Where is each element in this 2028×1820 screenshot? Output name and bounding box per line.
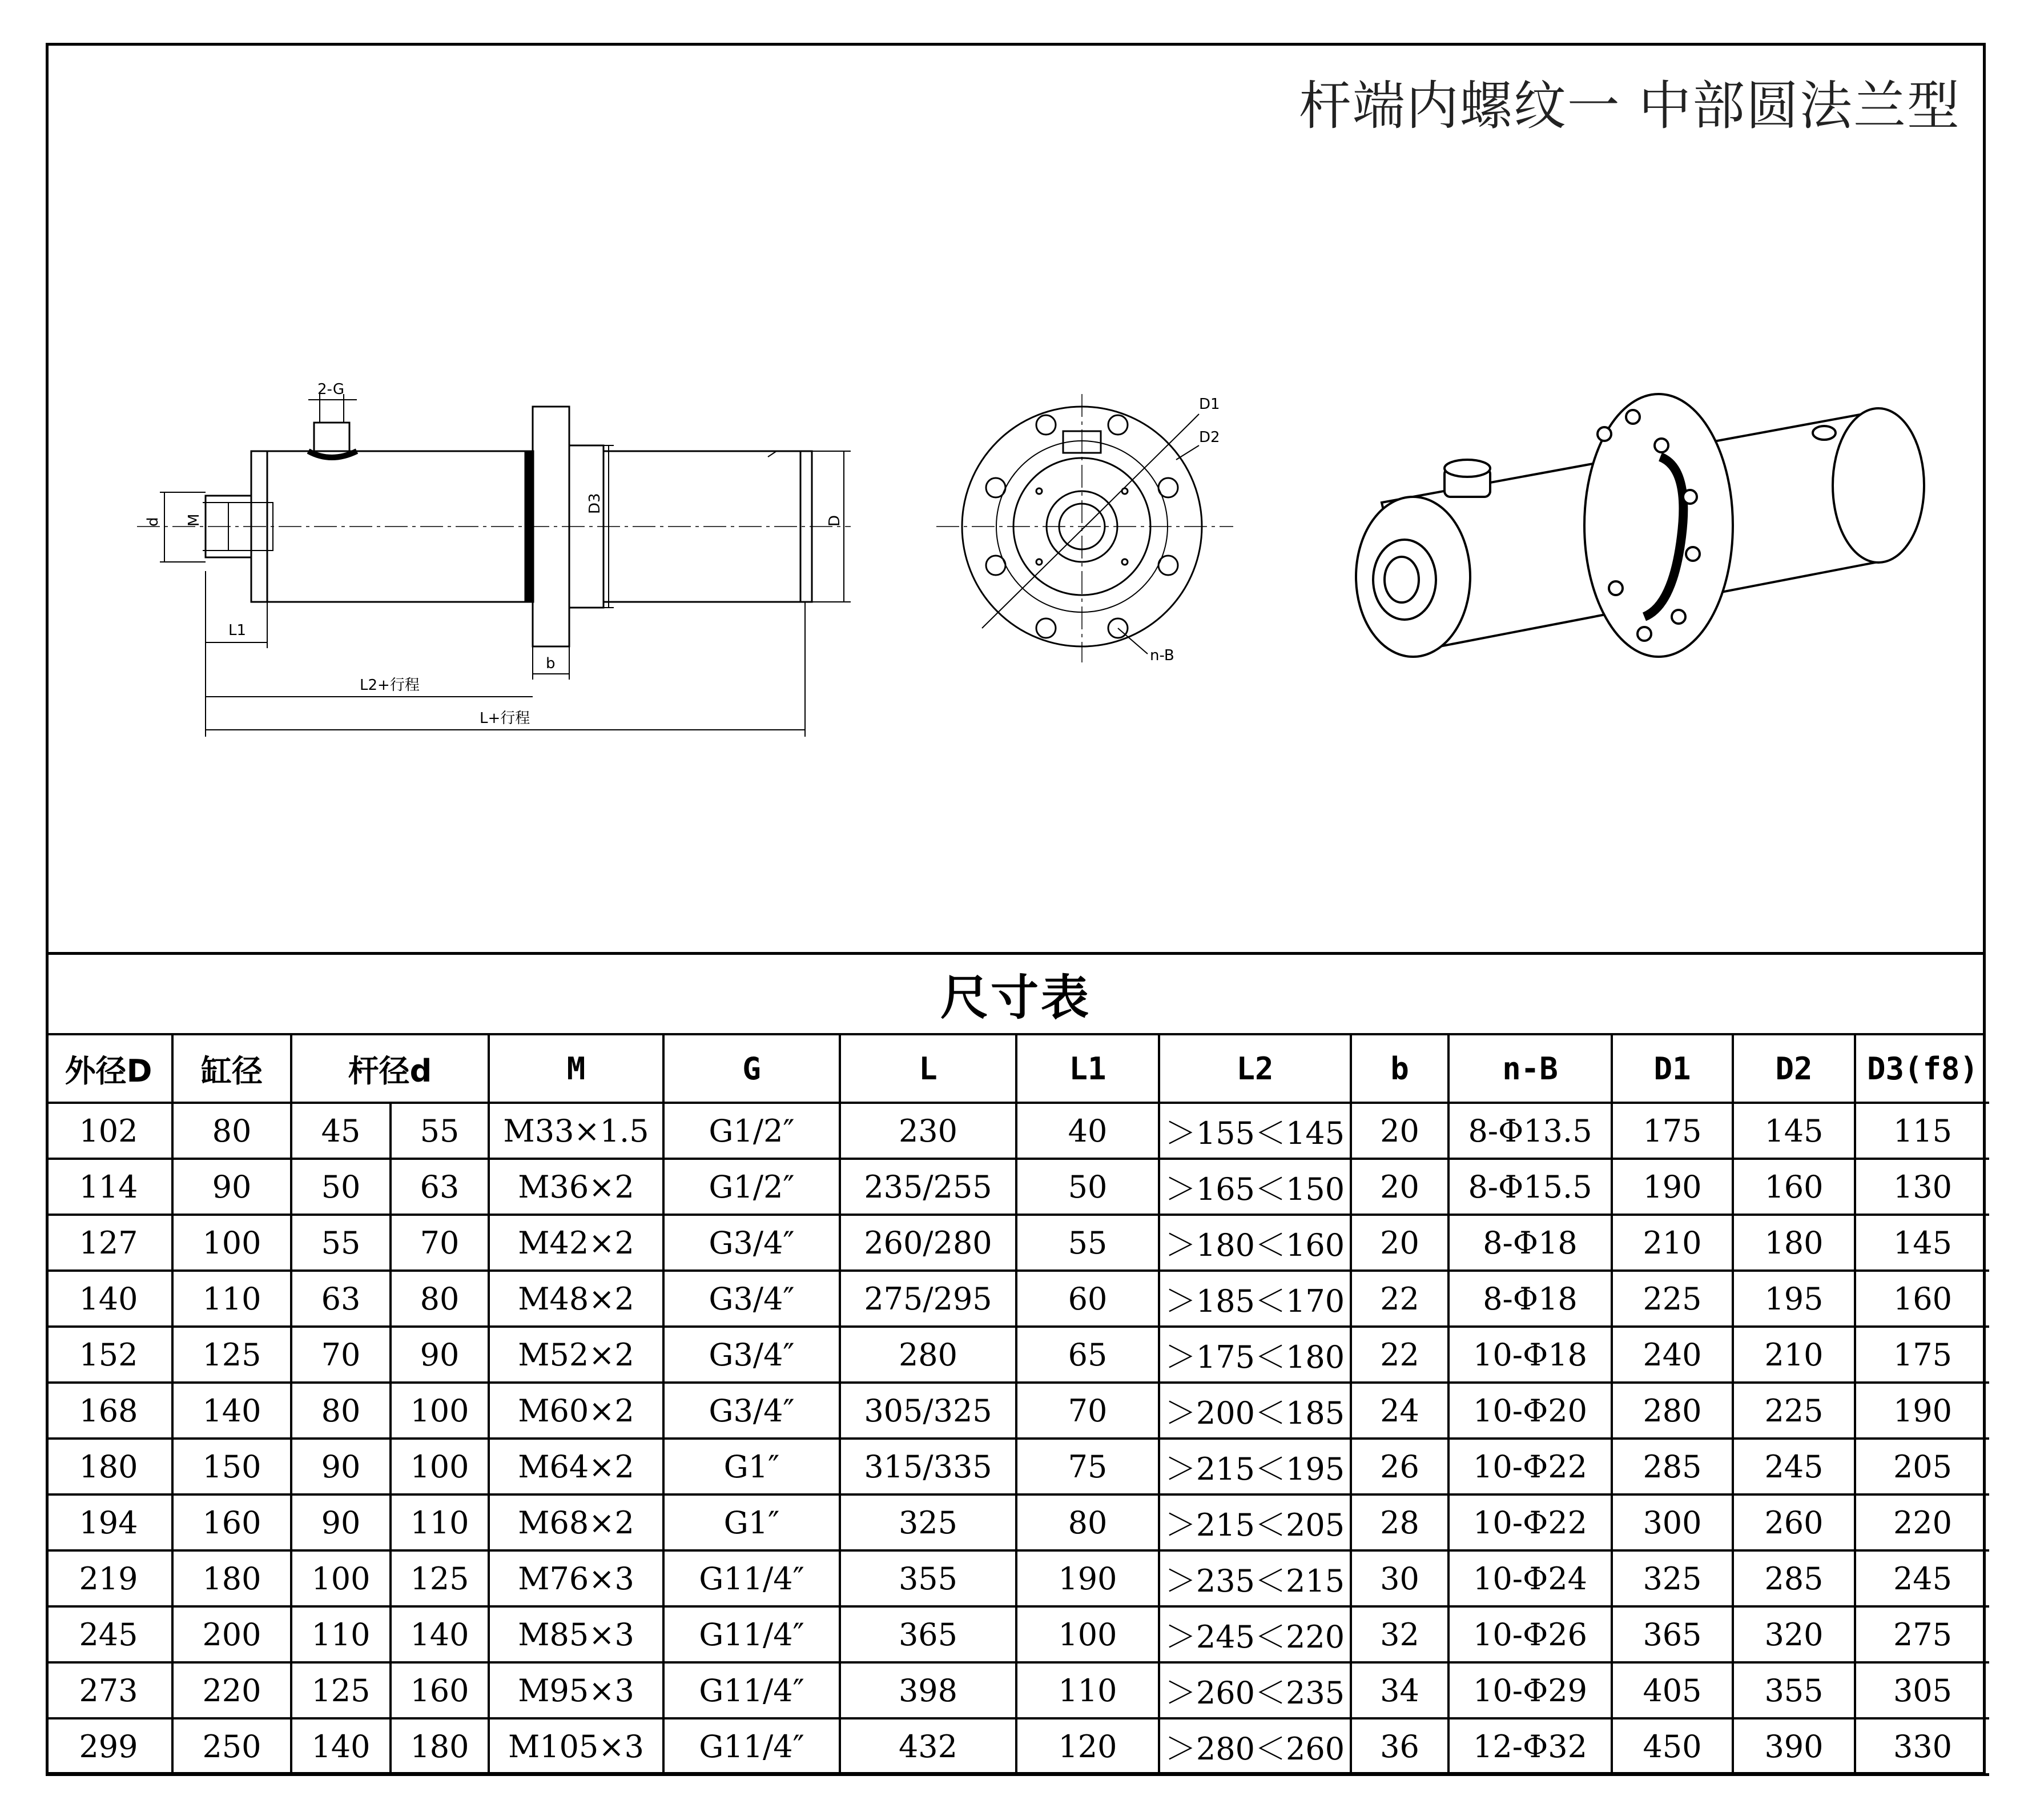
table-cell: 60: [1016, 1271, 1159, 1327]
table-cell: 32: [1351, 1606, 1448, 1662]
table-cell: 245: [1855, 1550, 1989, 1606]
table-cell: 260: [1733, 1494, 1855, 1550]
table-cell: 130: [1855, 1159, 1989, 1215]
table-cell: 180: [172, 1550, 291, 1606]
table-cell: ＞280＜260: [1159, 1718, 1351, 1775]
table-cell: G1″: [663, 1439, 840, 1494]
table-row: [46, 1103, 1989, 1159]
header-d2: D2: [1733, 1035, 1855, 1103]
table-cell: 100: [291, 1550, 391, 1606]
table-cell: 30: [1351, 1550, 1448, 1606]
table-cell: G11/4″: [663, 1662, 840, 1718]
table-cell: G11/4″: [663, 1606, 840, 1662]
table-cell: ＞200＜185: [1159, 1383, 1351, 1439]
table-cell: 22: [1351, 1271, 1448, 1327]
table-cell: 125: [172, 1327, 291, 1383]
table-cell: 10-Φ29: [1448, 1662, 1612, 1718]
table-cell: 160: [1733, 1159, 1855, 1215]
table-row: [46, 1383, 1989, 1439]
table-cell: 365: [840, 1606, 1016, 1662]
table-cell: ＞175＜180: [1159, 1327, 1351, 1383]
d3-label: D3: [586, 493, 603, 514]
table-cell: 325: [1612, 1550, 1733, 1606]
table-cell: 10-Φ24: [1448, 1550, 1612, 1606]
table-cell: M105×3: [489, 1718, 663, 1775]
table-cell: 75: [1016, 1439, 1159, 1494]
table-cell: 8-Φ18: [1448, 1271, 1612, 1327]
table-cell: 63: [391, 1159, 489, 1215]
table-cell: 325: [840, 1494, 1016, 1550]
table-cell: M85×3: [489, 1606, 663, 1662]
table-cell: 355: [840, 1550, 1016, 1606]
header-g: G: [663, 1035, 840, 1103]
table-row: [46, 1215, 1989, 1271]
table-cell: ＞260＜235: [1159, 1662, 1351, 1718]
table-cell: ＞180＜160: [1159, 1215, 1351, 1271]
table-cell: 150: [172, 1439, 291, 1494]
header-d1: D1: [1612, 1035, 1733, 1103]
table-title: 尺寸表: [46, 952, 1986, 1035]
d1-label: D1: [1199, 396, 1220, 413]
header-l1: L1: [1016, 1035, 1159, 1103]
table-cell: 50: [291, 1159, 391, 1215]
end-view: [936, 394, 1233, 662]
table-cell: 180: [1733, 1215, 1855, 1271]
table-cell: 127: [46, 1215, 172, 1271]
table-cell: M52×2: [489, 1327, 663, 1383]
table-cell: 45: [291, 1103, 391, 1159]
table-cell: 305: [1855, 1662, 1989, 1718]
table-cell: ＞155＜145: [1159, 1103, 1351, 1159]
iso-view: [1356, 394, 1924, 657]
table-cell: 190: [1855, 1383, 1989, 1439]
table-cell: 398: [840, 1662, 1016, 1718]
table-cell: M36×2: [489, 1159, 663, 1215]
table-cell: 225: [1733, 1383, 1855, 1439]
table-row: [46, 1606, 1989, 1662]
table-cell: 160: [172, 1494, 291, 1550]
table-cell: 63: [291, 1271, 391, 1327]
table-cell: 70: [1016, 1383, 1159, 1439]
table-cell: 219: [46, 1550, 172, 1606]
table-cell: 55: [291, 1215, 391, 1271]
header-b: b: [1351, 1035, 1448, 1103]
table-cell: M60×2: [489, 1383, 663, 1439]
flange-width-label: b: [546, 655, 556, 672]
table-cell: 20: [1351, 1159, 1448, 1215]
table-cell: 285: [1733, 1550, 1855, 1606]
header-d3: D3(f8): [1855, 1035, 1989, 1103]
d2-label: D2: [1199, 429, 1220, 446]
table-cell: 145: [1855, 1215, 1989, 1271]
table-cell: M42×2: [489, 1215, 663, 1271]
table-cell: 175: [1612, 1103, 1733, 1159]
table-cell: 160: [1855, 1271, 1989, 1327]
table-cell: M68×2: [489, 1494, 663, 1550]
dimension-table-section: [46, 952, 1986, 1776]
table-cell: 330: [1855, 1718, 1989, 1775]
table-cell: 160: [391, 1662, 489, 1718]
table-cell: 195: [1733, 1271, 1855, 1327]
table-cell: 280: [1612, 1383, 1733, 1439]
table-cell: G3/4″: [663, 1383, 840, 1439]
table-cell: 190: [1016, 1550, 1159, 1606]
table-body: [46, 1103, 1989, 1775]
table-cell: 22: [1351, 1327, 1448, 1383]
table-cell: 273: [46, 1662, 172, 1718]
table-cell: 180: [46, 1439, 172, 1494]
table-cell: 450: [1612, 1718, 1733, 1775]
table-cell: 320: [1733, 1606, 1855, 1662]
table-cell: 194: [46, 1494, 172, 1550]
table-cell: 80: [391, 1271, 489, 1327]
table-cell: 299: [46, 1718, 172, 1775]
table-row: [46, 1718, 1989, 1775]
table-cell: 8-Φ15.5: [1448, 1159, 1612, 1215]
table-cell: M64×2: [489, 1439, 663, 1494]
table-cell: 245: [1733, 1439, 1855, 1494]
table-cell: G3/4″: [663, 1271, 840, 1327]
table-cell: 110: [172, 1271, 291, 1327]
table-cell: 205: [1855, 1439, 1989, 1494]
l1-label: L1: [228, 622, 247, 639]
table-cell: 102: [46, 1103, 172, 1159]
table-cell: 65: [1016, 1327, 1159, 1383]
table-row: [46, 1550, 1989, 1606]
table-cell: 260/280: [840, 1215, 1016, 1271]
table-cell: 80: [291, 1383, 391, 1439]
header-n-b: n-B: [1448, 1035, 1612, 1103]
table-cell: 50: [1016, 1159, 1159, 1215]
table-cell: G3/4″: [663, 1215, 840, 1271]
table-cell: 285: [1612, 1439, 1733, 1494]
table-cell: 26: [1351, 1439, 1448, 1494]
table-cell: 70: [291, 1327, 391, 1383]
table-row: [46, 1439, 1989, 1494]
table-row: [46, 1327, 1989, 1383]
table-cell: G11/4″: [663, 1718, 840, 1775]
table-cell: 100: [391, 1383, 489, 1439]
table-cell: 40: [1016, 1103, 1159, 1159]
table-row: [46, 1159, 1989, 1215]
table-cell: 145: [1733, 1103, 1855, 1159]
table-cell: 140: [46, 1271, 172, 1327]
header-l: L: [840, 1035, 1016, 1103]
l-total-label: L+行程: [480, 710, 530, 727]
outer-dia-label: D: [826, 515, 843, 527]
table-cell: 275: [1855, 1606, 1989, 1662]
table-cell: M95×3: [489, 1662, 663, 1718]
table-row: [46, 1662, 1989, 1718]
table-cell: 225: [1612, 1271, 1733, 1327]
table-cell: M76×3: [489, 1550, 663, 1606]
table-cell: M48×2: [489, 1271, 663, 1327]
table-header-row: [46, 1035, 1989, 1103]
table-cell: 140: [172, 1383, 291, 1439]
table-cell: 365: [1612, 1606, 1733, 1662]
table-cell: 10-Φ20: [1448, 1383, 1612, 1439]
table-cell: ＞185＜170: [1159, 1271, 1351, 1327]
header-rod-dia: 杆径d: [291, 1035, 489, 1103]
table-cell: 125: [391, 1550, 489, 1606]
table-cell: 100: [172, 1215, 291, 1271]
table-cell: 140: [391, 1606, 489, 1662]
header-m: M: [489, 1035, 663, 1103]
table-row: [46, 1271, 1989, 1327]
table-cell: 24: [1351, 1383, 1448, 1439]
drawing-title: 杆端内螺纹一 中部圆法兰型: [1298, 75, 1961, 136]
table-cell: ＞245＜220: [1159, 1606, 1351, 1662]
table-cell: 90: [291, 1494, 391, 1550]
table-cell: 220: [172, 1662, 291, 1718]
table-cell: 175: [1855, 1327, 1989, 1383]
table-cell: G11/4″: [663, 1550, 840, 1606]
table-cell: 275/295: [840, 1271, 1016, 1327]
table-cell: G3/4″: [663, 1327, 840, 1383]
table-cell: 245: [46, 1606, 172, 1662]
table-cell: 405: [1612, 1662, 1733, 1718]
table-cell: 110: [391, 1494, 489, 1550]
table-cell: 20: [1351, 1215, 1448, 1271]
table-cell: 8-Φ18: [1448, 1215, 1612, 1271]
table-cell: 152: [46, 1327, 172, 1383]
table-cell: 115: [1855, 1103, 1989, 1159]
thread-label: M: [186, 513, 203, 527]
table-cell: 240: [1612, 1327, 1733, 1383]
table-cell: G1/2″: [663, 1103, 840, 1159]
table-cell: G1/2″: [663, 1159, 840, 1215]
table-cell: 28: [1351, 1494, 1448, 1550]
table-cell: 70: [391, 1215, 489, 1271]
table-cell: ＞235＜215: [1159, 1550, 1351, 1606]
table-cell: 90: [172, 1159, 291, 1215]
table-cell: 34: [1351, 1662, 1448, 1718]
dimension-table: [46, 1035, 1989, 1776]
table-cell: 305/325: [840, 1383, 1016, 1439]
table-cell: 235/255: [840, 1159, 1016, 1215]
l2-label: L2+行程: [360, 677, 420, 694]
rod-dia-label: d: [144, 517, 162, 527]
table-cell: 10-Φ22: [1448, 1494, 1612, 1550]
table-cell: 80: [172, 1103, 291, 1159]
table-cell: 168: [46, 1383, 172, 1439]
table-cell: 300: [1612, 1494, 1733, 1550]
table-cell: 432: [840, 1718, 1016, 1775]
side-view: [137, 394, 851, 737]
table-cell: 10-Φ18: [1448, 1327, 1612, 1383]
table-cell: 36: [1351, 1718, 1448, 1775]
table-cell: ＞215＜195: [1159, 1439, 1351, 1494]
table-cell: 315/335: [840, 1439, 1016, 1494]
table-cell: 20: [1351, 1103, 1448, 1159]
table-cell: 100: [1016, 1606, 1159, 1662]
header-outer-dia: 外径D: [46, 1035, 172, 1103]
table-cell: 10-Φ26: [1448, 1606, 1612, 1662]
table-cell: 180: [391, 1718, 489, 1775]
table-cell: 12-Φ32: [1448, 1718, 1612, 1775]
table-cell: ＞165＜150: [1159, 1159, 1351, 1215]
header-bore: 缸径: [172, 1035, 291, 1103]
table-cell: 200: [172, 1606, 291, 1662]
table-cell: 90: [391, 1327, 489, 1383]
table-cell: 140: [291, 1718, 391, 1775]
table-cell: M33×1.5: [489, 1103, 663, 1159]
table-cell: 55: [1016, 1215, 1159, 1271]
table-cell: 220: [1855, 1494, 1989, 1550]
side-view-labels: [144, 381, 843, 727]
table-cell: 120: [1016, 1718, 1159, 1775]
table-cell: 355: [1733, 1662, 1855, 1718]
table-cell: 190: [1612, 1159, 1733, 1215]
g-port-label: 2-G: [317, 381, 345, 398]
table-cell: 125: [291, 1662, 391, 1718]
header-l2: L2: [1159, 1035, 1351, 1103]
table-cell: 10-Φ22: [1448, 1439, 1612, 1494]
table-cell: 250: [172, 1718, 291, 1775]
table-cell: 390: [1733, 1718, 1855, 1775]
table-cell: 210: [1612, 1215, 1733, 1271]
table-cell: 100: [391, 1439, 489, 1494]
table-cell: 110: [1016, 1662, 1159, 1718]
table-cell: 230: [840, 1103, 1016, 1159]
table-cell: 8-Φ13.5: [1448, 1103, 1612, 1159]
table-cell: 114: [46, 1159, 172, 1215]
table-cell: G1″: [663, 1494, 840, 1550]
table-cell: ＞215＜205: [1159, 1494, 1351, 1550]
table-cell: 80: [1016, 1494, 1159, 1550]
table-cell: 90: [291, 1439, 391, 1494]
table-cell: 280: [840, 1327, 1016, 1383]
table-cell: 210: [1733, 1327, 1855, 1383]
table-cell: 55: [391, 1103, 489, 1159]
table-row: [46, 1494, 1989, 1550]
table-cell: 110: [291, 1606, 391, 1662]
holes-label: n-B: [1150, 647, 1174, 664]
